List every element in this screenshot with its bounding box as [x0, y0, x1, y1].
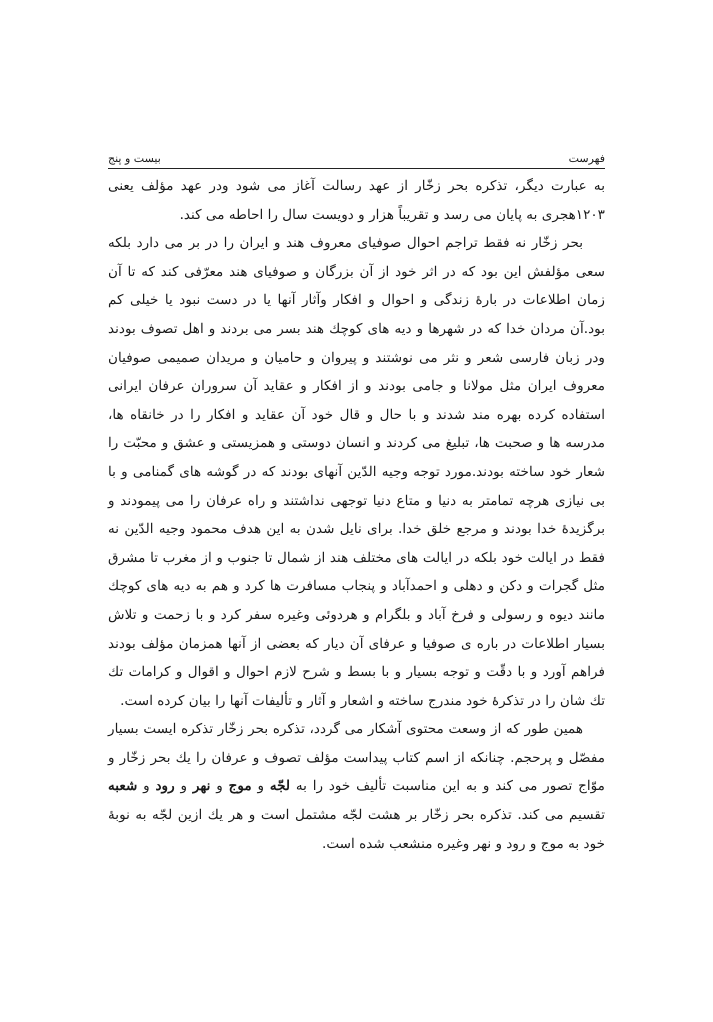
paragraph-1: به عبارت دیگر، تذکره بحر زخّار از عهد رسالت آغاز می شود ودر عهد مؤلف یعنی ۱۲۰۳هجری به پایان می رسد و تقریباً هزار و دویست سال را احاطه می کند.: [108, 178, 605, 223]
paragraph-2: بحر زخّار نه فقط تراجم احوال صوفیای معروف هند و ایران را در بر می دارد بلکه سعی مؤلفش این بود که در اثر خود از آن بزرگان و صوفیای هند معرّفی کند که تا آن زمان اطلاعات در بارۀ زندگی و احوال و افکار وآثار آنها یا در دست نبود یا خیلی کم بود.آن مردان خدا که در شهرها و دیه های کوچك هند بسر می بردند و اهل تصوف بودند ودر زبان فارسی شعر و نثر می نوشتند و پیروان و حامیان و مریدان صمیمی صوفیان معروف ایران مثل مولانا و جامی بودند و از افکار و عقاید آن سروران عرفان ایرانی استفاده کرده بهره مند شدند و با حال و قال خود آن عقاید و افکار را در خانقاه ها، مدرسه ها و صحبت ها، تبلیغ می کردند و انسان دوستی و همزیستی و عشق و محبّت را شعار خود ساخته بودند.مورد توجه وجیه الدّین آنهای بودند که در گوشه های گمنامی و با بی نیازی هرچه تمامتر به دنیا و متاع دنیا توجهی نداشتند و راه عرفان را می پیمودند و برگزیدۀ خدا بودند و مرجع خلق خدا. برای نایل شدن به این هدف محمود وجیه الدّین نه فقط در ایالت خود بلکه در ایالت های مختلف هند از شمال تا جنوب و از مغرب تا مشرق مثل گجرات و دکن و دهلی و احمدآباد و پنجاب مسافرت ها کرد و هم به دیه های کوچك مانند دیوه و رسولی و فرخ آباد و بلگرام و هردوئی وغیره سفر کرد و با زحمت و تلاش بسیار اطلاعات در باره ی صوفیا و عرفای آن دیار که بعضی از آنها همزمان مؤلف بودند فراهم آورد و با دقّت و توجه بسیار و با بسط و شرح لازم احوال و اقوال و کرامات تك تك شان را در تذکرۀ خود مندرج ساخته و اشعار و آثار و تألیفات آنها را بیان کرده است.: [108, 235, 606, 709]
conjunction: و: [137, 778, 156, 795]
paragraph-3-text-start: همین طور که از وسعت محتوی آشکار می گردد، تذکره بحر زخّار تذکره ایست بسیار مفصّل و پرحجم. چنانکه از اسم کتاب پیداست مؤلف تصوف و عرفان را یك بحر زخّار و موّاج تصور می کند و به این مناسبت تألیف خود را به: [108, 721, 605, 795]
conjunction: و: [210, 778, 229, 795]
term-nahr: نهر: [192, 778, 211, 795]
term-mawj: موج: [228, 778, 252, 795]
term-shoba: شعبه: [108, 778, 138, 795]
running-header: [108, 143, 605, 169]
term-lujja: لجّه: [269, 778, 291, 795]
paragraph-3-text-end: تقسیم می کند. تذکره بحر زخّار بر هشت لجّه مشتمل است و هر یك ازین لجّه به نوبۀ خود به موج و رود و نهر وغیره منشعب شده است.: [108, 807, 605, 852]
conjunction: و: [174, 778, 193, 795]
conjunction: و: [251, 778, 270, 795]
section-title: فهرست: [568, 152, 605, 165]
body-text: [108, 172, 605, 858]
page-number: بیست و پنج: [108, 152, 161, 165]
paragraph-3: [108, 715, 605, 858]
term-rud: رود: [155, 778, 175, 795]
